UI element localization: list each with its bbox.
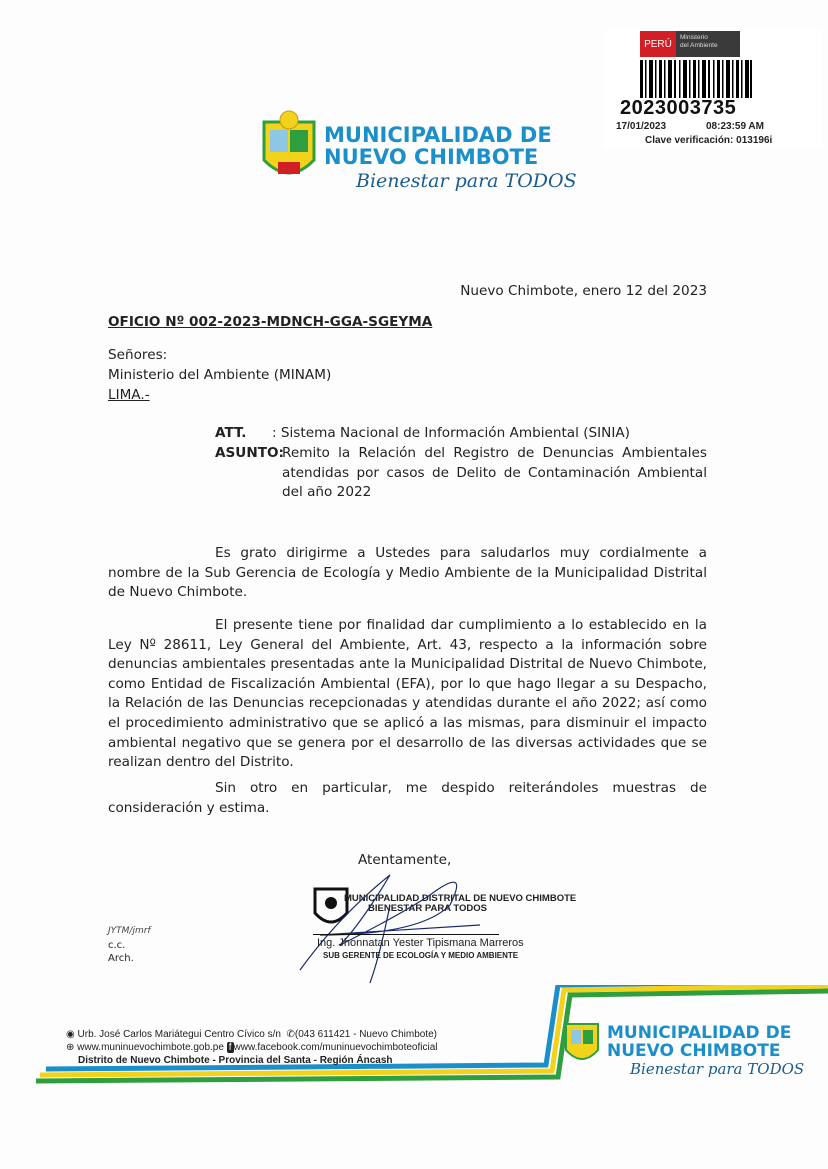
header-slogan: Bienestar para TODOS <box>356 170 577 192</box>
footer-website[interactable]: www.muninuevochimbote.gob.pe <box>77 1042 224 1053</box>
facebook-icon: f <box>228 1042 232 1053</box>
seal-line1: MUNICIPALIDAD DISTRITAL DE NUEVO CHIMBOTE <box>344 893 577 904</box>
closing: Atentamente, <box>358 852 452 868</box>
letter-date: Nuevo Chimbote, enero 12 del 2023 <box>460 283 707 299</box>
footer-address-row <box>66 1028 438 1041</box>
footer-crest-icon <box>562 1016 602 1068</box>
peru-label: PERÚ <box>640 31 676 57</box>
signature-line <box>313 934 499 935</box>
footer-slogan: Bienestar para TODOS <box>630 1060 805 1078</box>
stamp-time: 08:23:59 AM <box>706 121 764 132</box>
footer-address: Urb. José Carlos Mariátegui Centro Cívico s/n <box>77 1029 281 1040</box>
signer-name: Ing. Jhonnatan Yester Tipismana Marreros <box>317 937 524 949</box>
ministry-logo <box>640 31 740 57</box>
footer-brand-line1: MUNICIPALIDAD DE <box>607 1023 792 1043</box>
stamp-verification-key: Clave verificación: 013196i <box>645 135 773 146</box>
handwritten-signature <box>280 855 510 985</box>
stamp-number: 2023003735 <box>620 97 737 119</box>
footer-district: Distrito de Nuevo Chimbote - Provincia del Santa - Región Áncash <box>78 1055 393 1066</box>
ministry-line2: del Ambiente <box>680 42 718 49</box>
att-label: ATT. <box>215 425 247 441</box>
globe-icon: ⊕ <box>66 1042 75 1053</box>
recipient-city: LIMA.- <box>108 387 150 403</box>
body-paragraph: Es grato dirigirme a Ustedes para saludarlos muy cordialmente a nombre de la Sub Gerencia de Ecología y Medio Ambiente de la Municipalidad Distrital de Nuevo Chimbote. <box>108 545 707 601</box>
recipient-salutation: Señores: <box>108 347 168 363</box>
barcode <box>640 60 752 98</box>
footer-brand-line2: NUEVO CHIMBOTE <box>607 1041 781 1061</box>
footer-web-row <box>66 1041 438 1054</box>
signer-title: SUB GERENTE DE ECOLOGÍA Y MEDIO AMBIENTE <box>323 951 519 960</box>
footer-facebook[interactable]: www.facebook.com/muninuevochimboteoficial <box>233 1042 438 1053</box>
recipient-name: Ministerio del Ambiente (MINAM) <box>108 367 332 383</box>
footer-phone: (043 611421 - Nuevo Chimbote) <box>294 1029 438 1040</box>
ministry-line1: Ministerio <box>680 34 708 41</box>
subject-value: Remito la Relación del Registro de Denuncias Ambientales atendidas por casos de Delito de Contaminación Ambiental del año 2022 <box>282 445 707 501</box>
municipal-crest-icon <box>258 108 320 188</box>
att-value: : Sistema Nacional de Información Ambiental (SINIA) <box>272 425 630 441</box>
subject-label: ASUNTO: <box>215 445 284 461</box>
body-paragraph: Sin otro en particular, me despido reiterándoles muestras de consideración y estima. <box>108 780 707 816</box>
archive-label: Arch. <box>108 953 134 964</box>
seal-line2: BIENESTAR PARA TODOS <box>368 903 487 914</box>
letter-reference: OFICIO Nº 002-2023-MDNCH-GGA-SGEYMA <box>108 314 433 330</box>
header-brand-line1: MUNICIPALIDAD DE <box>324 123 552 147</box>
initials: JYTM/jmrf <box>108 926 151 936</box>
location-pin-icon: ◉ <box>66 1029 75 1040</box>
cc-label: c.c. <box>108 940 126 951</box>
header-brand-line2: NUEVO CHIMBOTE <box>324 145 539 169</box>
stamp-date: 17/01/2023 <box>616 121 667 132</box>
phone-icon: ✆ <box>286 1029 295 1040</box>
body-paragraph: El presente tiene por finalidad dar cumplimiento a lo establecido en la Ley Nº 28611, Ley General del Ambiente, Art. 43, respecto a la información sobre denuncias ambientales presentadas ante la Municipalidad Distrital de Nuevo Chimbote, como Entidad de Fiscalización Ambiental (EFA), por lo que hago llegar a su Despacho, la Relación de las Denuncias recepcionadas y atendidas durante el año 2022; así como el procedimiento administrativo que se aplicó a las mismas, para disminuir el impacto ambiental negativo que se genera por el desarrollo de las diversas actividades que se realizan dentro del Distrito. <box>108 617 707 771</box>
